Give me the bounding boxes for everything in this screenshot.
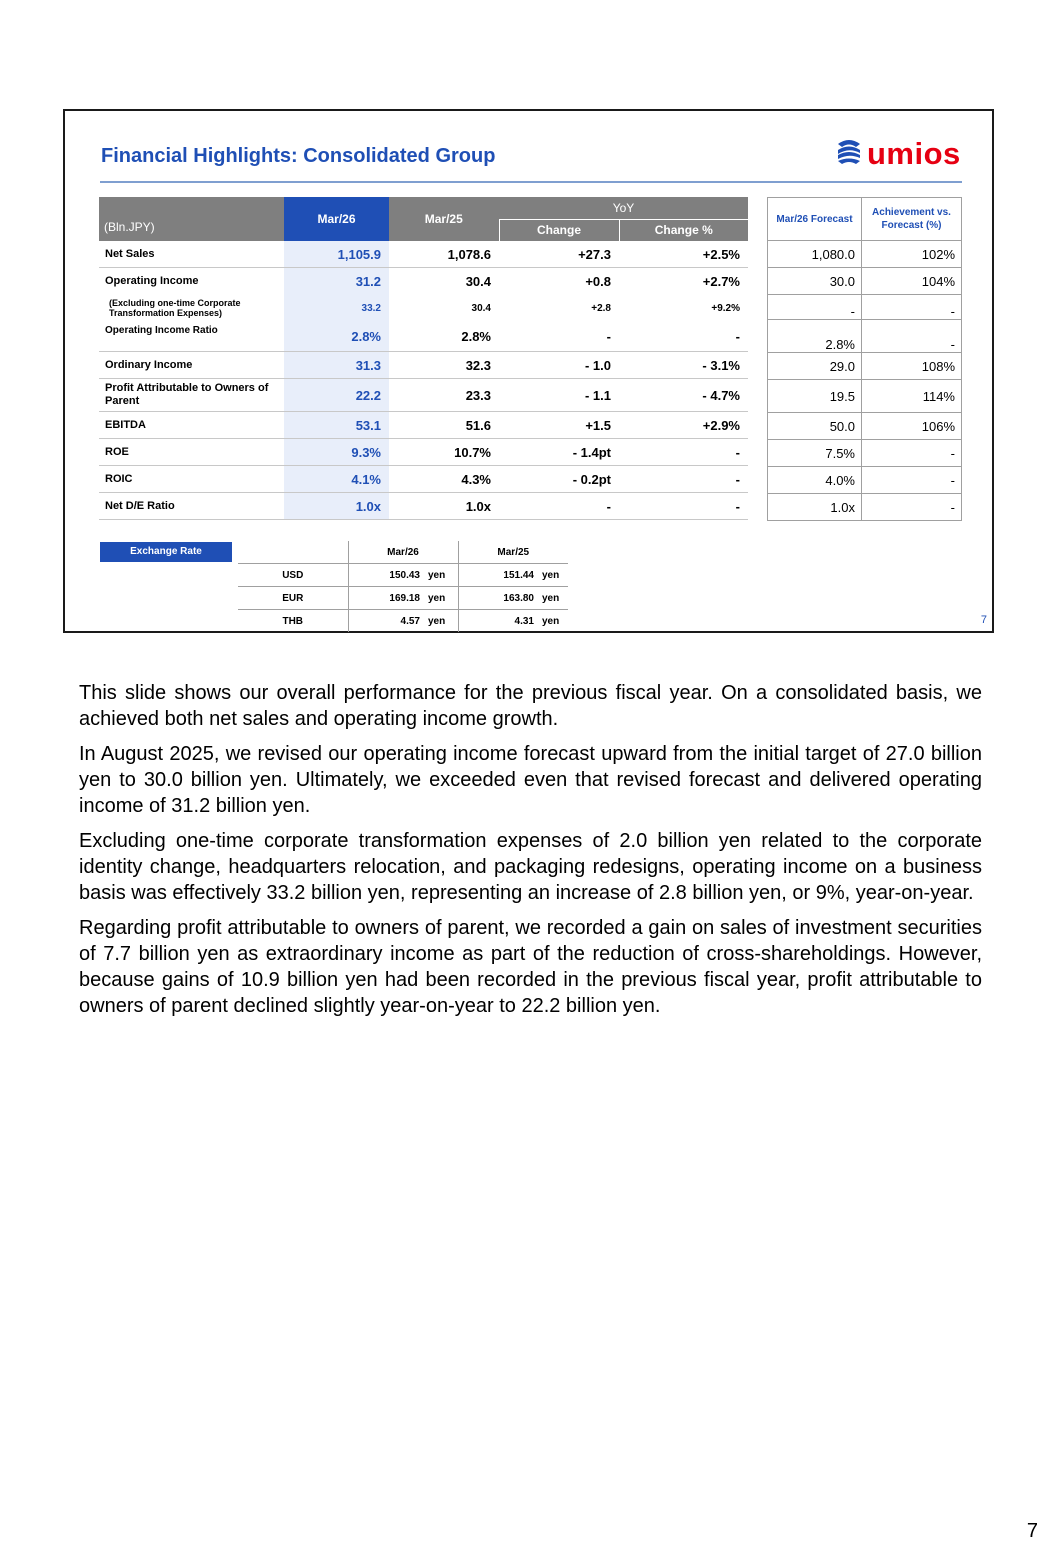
paragraph: In August 2025, we revised our operating income forecast upward from the initial target of 27.0 billion yen to 30.0 billion yen. Ultimately, we exceeded even that revised forecast and delivered operating income of 31.2 billion yen.: [79, 743, 982, 817]
value-change-pct: -: [619, 466, 748, 493]
header-achievement: Achievement vs. Forecast (%): [862, 198, 962, 241]
value-current: 1.0x: [284, 493, 389, 520]
row-label: EBITDA: [99, 412, 284, 439]
slide-frame: [63, 109, 994, 633]
table-row: [99, 322, 748, 352]
umios-logo-mark-icon: [834, 136, 864, 170]
paragraph: Regarding profit attributable to owners of parent, we recorded a gain on sales of investment securities of 7.7 billion yen as extraordinary income as part of the reduction of cross-shareholdings. However, because gains of 10.9 billion yen had been recorded in the previous fiscal year, profit attributable to owners of parent declined slightly year-on-year to 22.2 billion yen.: [79, 917, 982, 1017]
value-prior: 30.4: [471, 302, 491, 314]
achievement-value: -: [862, 467, 962, 494]
header-forecast: Mar/26 Forecast: [768, 198, 862, 241]
rate-current: 150.43: [348, 564, 420, 587]
row-label: Operating Income Ratio: [99, 322, 284, 352]
value-current: 9.3%: [284, 439, 389, 466]
value-change: +1.5: [499, 412, 619, 439]
value-change-pct: +9.2%: [711, 302, 740, 314]
forecast-value: 4.0%: [768, 467, 862, 494]
rate-unit: yen: [420, 587, 458, 610]
value-change-pct: +2.7%: [702, 273, 740, 289]
rate-unit: yen: [420, 610, 458, 633]
achievement-value: -: [862, 440, 962, 467]
value-prior: 10.7%: [389, 439, 499, 466]
achievement-value: -: [862, 320, 962, 353]
value-change: +0.8: [585, 273, 611, 289]
table-row: [99, 412, 748, 439]
currency-name: EUR: [238, 587, 348, 610]
narrative-text: [79, 680, 982, 1028]
value-current: 4.1%: [284, 466, 389, 493]
rate-prior: 151.44: [458, 564, 534, 587]
slide-number: 7: [980, 614, 987, 626]
value-prior: 23.3: [389, 379, 499, 412]
value-prior: 32.3: [389, 352, 499, 379]
logo-text: umios: [867, 135, 961, 171]
forecast-value: 7.5%: [768, 440, 862, 467]
fx-header-prior: Mar/25: [458, 541, 568, 564]
value-change: - 1.1: [499, 379, 619, 412]
value-current: 31.2: [284, 268, 389, 295]
value-change: - 1.4pt: [499, 439, 619, 466]
table-row: [99, 379, 748, 412]
forecast-value: 1.0x: [768, 494, 862, 521]
value-change: +2.8: [591, 302, 611, 314]
table-row: [99, 268, 748, 295]
value-current: 22.2: [284, 379, 389, 412]
forecast-value: 50.0: [768, 413, 862, 440]
rate-unit: yen: [534, 587, 568, 610]
fx-header-blank: [238, 541, 348, 564]
value-change-pct: +2.5%: [619, 241, 748, 268]
rate-prior: 163.80: [458, 587, 534, 610]
table-row: [99, 439, 748, 466]
value-current: 1,105.9: [284, 241, 389, 268]
header-prior: Mar/25: [389, 197, 499, 241]
table-row: [99, 466, 748, 493]
row-label: Ordinary Income: [99, 352, 284, 379]
value-change-pct: -: [619, 322, 748, 352]
exchange-rate-label: Exchange Rate: [100, 542, 232, 562]
value-current: 2.8%: [284, 322, 389, 352]
table-row: [99, 294, 748, 322]
value-change: - 1.0: [499, 352, 619, 379]
forecast-table: [767, 197, 962, 521]
value-change: -: [499, 322, 619, 352]
achievement-value: 106%: [862, 413, 962, 440]
forecast-value: 2.8%: [768, 320, 862, 353]
value-prior: 1,078.6: [389, 241, 499, 268]
value-change: - 0.2pt: [499, 466, 619, 493]
row-label: (Excluding one-time Corporate Transformation Expenses): [109, 297, 241, 318]
value-current: 53.1: [284, 412, 389, 439]
rate-unit: yen: [420, 564, 458, 587]
value-change: -: [499, 493, 619, 520]
table-row: [99, 493, 748, 520]
paragraph: Excluding one-time corporate transformation expenses of 2.0 billion yen related to the corporate identity change, headquarters relocation, and packaging redesigns, operating income on a business basis was effectively 33.2 billion yen, representing an increase of 2.8 billion yen, or 9%, year-on-year.: [79, 830, 982, 904]
achievement-value: 104%: [862, 268, 962, 295]
value-change-pct: +2.9%: [619, 412, 748, 439]
row-label: Operating Income: [105, 274, 199, 287]
achievement-value: 102%: [862, 241, 962, 268]
table-row: [99, 352, 748, 379]
value-current: 33.2: [284, 294, 389, 322]
unit-header: (Bln.JPY): [99, 197, 284, 241]
value-prior: 1.0x: [389, 493, 499, 520]
header-current: Mar/26: [284, 197, 389, 241]
forecast-value: 1,080.0: [768, 241, 862, 268]
value-prior: 30.4: [465, 273, 491, 289]
row-label: ROE: [99, 439, 284, 466]
achievement-value: -: [862, 494, 962, 521]
header-change-pct: Change %: [619, 219, 748, 241]
rate-current: 4.57: [400, 615, 420, 627]
row-label: ROIC: [99, 466, 284, 493]
exchange-rate-table: [238, 541, 568, 632]
currency-name: THB: [238, 610, 348, 633]
header-yoy: YoY: [499, 197, 748, 219]
row-label: Profit Attributable to Owners of Parent: [99, 379, 284, 412]
rate-current: 169.18: [348, 587, 420, 610]
value-change-pct: -: [619, 439, 748, 466]
rate-unit: yen: [542, 615, 560, 627]
value-change-pct: - 4.7%: [619, 379, 748, 412]
row-label: Net Sales: [99, 241, 284, 268]
paragraph: This slide shows our overall performance for the previous fiscal year. On a consolidated basis, we achieved both net sales and operating income growth.: [79, 682, 982, 730]
rate-unit: yen: [534, 564, 568, 587]
forecast-value: 29.0: [768, 353, 862, 380]
value-prior: 51.6: [389, 412, 499, 439]
page-number: 7: [1026, 1520, 1038, 1542]
value-change-pct: -: [619, 493, 748, 520]
fx-header-current: Mar/26: [348, 541, 458, 564]
currency-name: USD: [238, 564, 348, 587]
header-change: Change: [499, 219, 619, 241]
value-change: +27.3: [499, 241, 619, 268]
value-change-pct: - 3.1%: [619, 352, 748, 379]
value-prior: 4.3%: [389, 466, 499, 493]
value-prior: 2.8%: [389, 322, 499, 352]
title-divider: [100, 181, 962, 183]
slide-title: Financial Highlights: Consolidated Group: [101, 145, 496, 167]
company-logo: [834, 135, 970, 171]
achievement-value: 114%: [862, 380, 962, 413]
forecast-value: -: [768, 295, 862, 320]
value-current: 31.3: [284, 352, 389, 379]
achievement-value: 108%: [862, 353, 962, 380]
financial-table: [99, 197, 748, 520]
forecast-value: 19.5: [768, 380, 862, 413]
table-row: [99, 241, 748, 268]
row-label: Net D/E Ratio: [99, 493, 284, 520]
forecast-value: 30.0: [768, 268, 862, 295]
achievement-value: -: [862, 295, 962, 320]
rate-prior: 4.31: [514, 615, 534, 627]
